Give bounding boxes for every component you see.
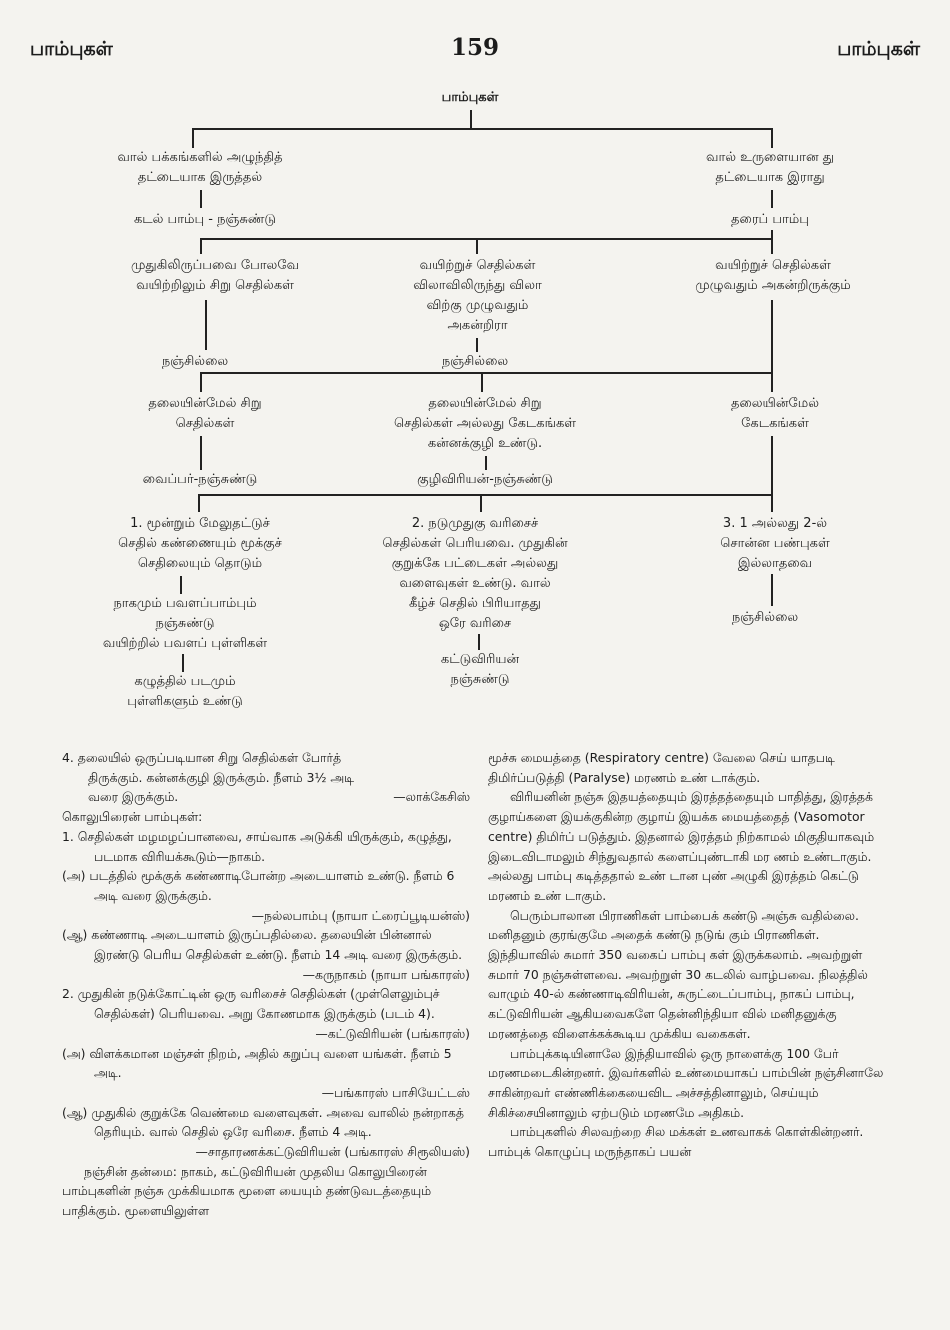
item-4-line-3 [62,787,470,807]
tree-hood-spots: கழுத்தில் படமும் புள்ளிகளும் உண்டு [127,674,243,709]
tree-flattened-tail: வால் பக்கங்களில் அழுந்தித் தட்டையாக இருத்தல் [117,150,283,185]
running-header-left: பாம்புகள் [30,38,113,60]
item-2a-name: —பங்காரஸ் பாசியேட்டஸ் [321,1084,470,1100]
tree-krait: கட்டுவிரியன் நஞ்சுண்டு [440,652,520,687]
item-4-line-1: 4. தலையில் ஒருப்படியான சிறு செதில்கள் போர்த் [62,750,342,765]
item-2a: (அ) விளக்கமான மஞ்சள் நிறம், அதில் கறுப்பு வளை யங்கள். நீளம் 5 அடி. [62,1045,452,1081]
item-1a-name: —நல்லபாம்பு (நாயா ட்ரைப்பூடியன்ஸ்) [251,907,470,923]
tree-nonvenomous-2: நஞ்சில்லை [441,354,509,369]
tree-nonvenomous-3: நஞ்சில்லை [731,610,799,625]
tree-option-2: 2. நடுமுதுகு வரிசைச் செதில்கள் பெரியவை. முதுகின் குறுக்கே பட்டைகள் அல்லது வளைவுகள் உண்டு. வால் கீழ்ச் செதில் பிரியாதது ஒரே வரிசை [382,516,568,631]
paragraph-viper-venom: விரியனின் நஞ்சு இதயத்தையும் இரத்தத்தையும் பாதித்து, இரத்தக் குழாய்களை இயக்குகின்ற குழாய் இயக்க மையத்தைத் (Vasomotor centre) திமிர்ப் படுத்தும். இதனால் இரத்தம் நிற்காமல் மிகுதியாகவும் இடைவிடாமலும் சிந்துவதால் களைப்புண்டாகி மர ணம் உண்டாகும். அல்லது பாம்பு கடித்ததால் உண் டான புண் அழுகி இரத்தம் கெட்டு மரணம் உண் டாகும். [488,789,875,903]
tree-round-tail: வால் உருளையான து தட்டையாக இராது [706,150,834,185]
colubrine-heading: கொலுபிரைன் பாம்புகள்: [62,809,203,825]
item-4-attribution: —லாக்கேசிஸ் [393,789,470,805]
page-number: 159 [450,34,499,61]
item-2b-name: —சாதாரணக்கட்டுவிரியன் (பங்காரஸ் சிரூலியஸ்) [195,1144,470,1160]
tree-head-small-scales: தலையின்மேல் சிறு செதில்கள் [148,396,262,431]
item-2: 2. முதுகின் நடுக்கோட்டின் ஒரு வரிசைச் செதில்கள் (முள்ளெலும்புச் செதில்கள்) பெரியவை. அறு கோணமாக இருக்கும் (படம் 4). [62,986,440,1022]
venom-nature-paragraph: நஞ்சின் தன்மை: நாகம், கட்டுவிரியன் முதலிய கொலுபிரைன் பாம்புகளின் நஞ்சு முக்கியமாக மூளை யையும் தண்டுவடத்தையும் பாதிக்கும். மூளையிலுள்ள [62,1163,432,1219]
tree-cobra-coral: நாகமும் பவளப்பாம்பும் நஞ்சுண்டு வயிற்றில் பவளப் புள்ளிகள் [102,596,268,651]
left-column [62,748,470,1221]
item-1b-name: —கருநாகம் (நாயா பங்காரஸ்) [302,966,470,982]
tree-viper: வைப்பர்-நஞ்சுண்டு [142,472,258,487]
running-header-right: பாம்புகள் [837,38,920,60]
tree-head-shields: தலையின்மேல் கேடகங்கள் [731,396,819,431]
tree-belly-wide: வயிற்றுச் செதில்கள் முழுவதும் அகன்றிருக்கும் [695,258,851,293]
tree-root: பாம்புகள் [441,90,499,105]
item-4-line-3-text: வரை இருக்கும். [88,789,179,805]
item-2b: (ஆ) முதுகில் குறுக்கே வெண்மை வளைவுகள். அவை வாலில் நன்றாகத் தெரியும். வால் செதில் ஒரே வரிசை. நீளம் 4 அடி. [62,1104,464,1140]
tree-sea-snake: கடல் பாம்பு - நஞ்சுண்டு [133,212,277,227]
paragraph-snake-counts: பெரும்பாலான பிராணிகள் பாம்பைக் கண்டு அஞ்சு வதில்லை. மனிதனும் குரங்குமே அதைக் கண்டு நடுங் கும் பிராணிகள். இந்தியாவில் சுமார் 350 வகைப் பாம்பு கள் இருக்கலாம். அவற்றுள் சுமார் 70 நஞ்சுள்ளவை. அவற்றுள் 30 கடலில் வாழ்பவை. நிலத்தில் வாழும் 40-ல் கண்ணாடிவிரியன், சுருட்டைப்பாம்பு, நாகப் பாம்பு, கட்டுவிரியன் ஆகியவைகளே தென்னிந்தியா வில் மனிதனுக்கு மரணத்தை விளைக்கக்கூடிய முக்கிய வகைகள். [488,907,868,1041]
right-column [488,748,892,1162]
tree-option-1: 1. மூன்றும் மேலுதட்டுச் செதில் கண்ணையும் மூக்குச் செதிலையும் தொடும் [118,516,282,571]
item-1a: (அ) படத்தில் மூக்குக் கண்ணாடிபோன்ற அடையாளம் உண்டு. நீளம் 6 அடி வரை இருக்கும். [62,868,455,903]
item-2-name: —கட்டுவிரியன் (பங்காரஸ்) [315,1025,470,1041]
paragraph-deaths: பாம்புக்கடியினாலே இந்தியாவில் ஒரு நாளைக்கு 100 பேர் மரணமடைகின்றனர். இவர்களில் உண்மையாகப் பாம்பின் நஞ்சினாலே சாகின்றவர் எண்ணிக்கையைவிட அச்சத்தினாலும், செய்யும் சிகிச்சையினாலும் ஏற்படும் மரணமே அதிகம். [488,1045,884,1120]
tree-head-scales-or-shields: தலையின்மேல் சிறு செதில்கள் அல்லது கேடகங்கள் கன்னக்குழி உண்டு. [393,396,576,451]
tree-land-snake: தரைப் பாம்பு [731,212,809,227]
item-1: 1. செதில்கள் மழமழப்பானவை, சாய்வாக அடுக்கி யிருக்கும், கழுத்து, படமாக விரியக்கூடும்—நாகம். [62,828,452,864]
tree-belly-partial: வயிற்றுச் செதில்கள் விலாவிலிருந்து விலா விற்கு முழுவதும் அகன்றிரா [413,258,542,333]
item-4-line-2: திருக்கும். கன்னக்குழி இருக்கும். நீளம் 3½ அடி [88,769,355,785]
paragraph-food-use: பாம்புகளில் சிலவற்றை சில மக்கள் உணவாகக் கொள்கின்றனர். பாம்புக் கொழுப்பு மருந்தாகப் பயன் [488,1124,864,1160]
tree-option-3: 3. 1 அல்லது 2-ல் சொன்ன பண்புகள் இல்லாதவை [720,516,830,571]
tree-nonvenomous-1: நஞ்சில்லை [161,354,229,369]
item-1b: (ஆ) கண்ணாடி அடையாளம் இருப்பதில்லை. தலையின் பின்னால் இரண்டு பெரிய செதில்கள் உண்டு. நீளம் 14 அடி வரை இருக்கும். [62,927,463,963]
paragraph-respiratory: மூச்சு மையத்தை (Respiratory centre) வேலை செய் யாதபடி திமிர்ப்படுத்தி (Paralyse) மரணம் உண் டாக்கும். [488,750,835,785]
tree-pit-viper: குழிவிரியன்-நஞ்சுண்டு [417,472,553,487]
tree-belly-small-scales: முதுகிலிருப்பவை போலவே வயிற்றிலும் சிறு செதில்கள் [130,258,300,293]
